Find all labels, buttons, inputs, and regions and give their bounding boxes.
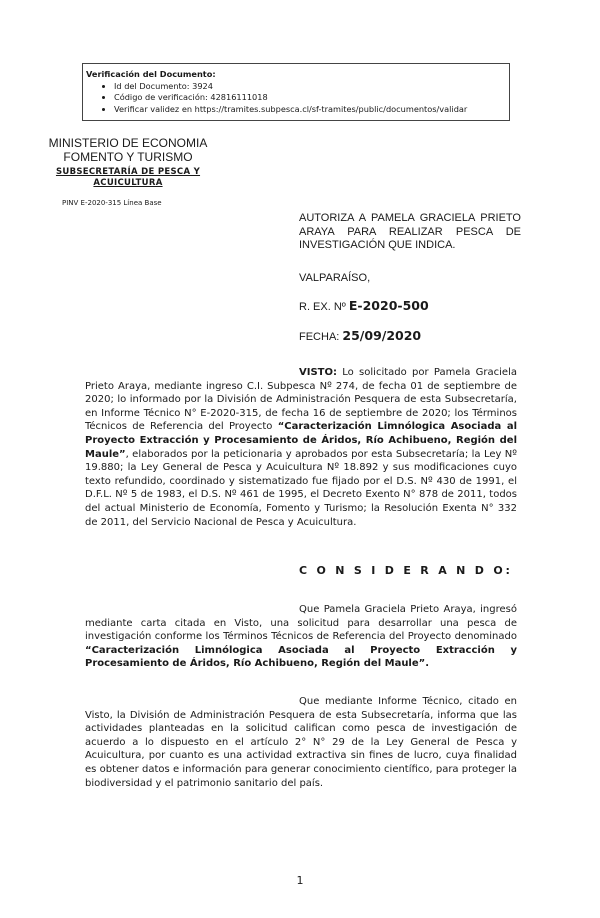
pinv-reference: PINV E-2020-315 Línea Base: [62, 199, 162, 207]
rex-number: E-2020-500: [348, 298, 429, 313]
considerando-p1-text: Que Pamela Graciela Prieto Araya, ingresó mediante carta citada en Visto, una solicitud para desarrollar una pesca de investigación conforme los Términos Técnicos de Referencia del Proyecto denominado: [85, 604, 517, 643]
subsecretaria-header: [38, 167, 218, 189]
considerando-paragraph-2: [85, 695, 517, 790]
resolution-title: AUTORIZA A PAMELA GRACIELA PRIETO ARAYA PARA REALIZAR PESCA DE INVESTIGACIÓN QUE INDICA.: [299, 212, 521, 251]
considerando-paragraph-1: [85, 603, 517, 671]
visto-project-name: “Caracterización Limnólogica Asociada al Proyecto Extracción y Procesamiento de Áridos, Río Achibueno, Región del Maule”: [85, 421, 518, 460]
date-label: FECHA:: [299, 331, 340, 343]
ministry-name: MINISTERIO DE ECONOMIA: [48, 136, 208, 150]
resolution-city: VALPARAÍSO,: [299, 272, 371, 284]
considerando-p2-text: Que mediante Informe Técnico, citado en Visto, la División de Administración Pesquera de esta Subsecretaría, informa que las actividades planteadas en la solicitud califican como pesca de investigación de acuerdo a lo dispuesto en el artículo 2° N° 29 de la Ley General de Pesca y Acuicultura, por cuanto es una actividad extractiva sin fines de lucro, cuya finalidad es obtener datos e información para generar conocimiento científico, para proteger la biodiversidad y el patrimonio sanitario del país.: [85, 696, 517, 789]
date-value: 25/09/2020: [342, 328, 422, 343]
visto-label: VISTO:: [299, 367, 337, 378]
resolution-date: [299, 328, 521, 343]
subsecretaria-line1: SUBSECRETARÍA DE PESCA Y: [55, 167, 201, 177]
rex-label: R. EX. Nº: [299, 301, 346, 313]
verification-document-id: • Id del Documento: 3924: [114, 81, 509, 93]
verification-url: • Verificar validez en https://tramites.subpesca.cl/sf-tramites/public/documentos/validar: [114, 104, 509, 116]
ministry-header: [38, 136, 218, 164]
considerando-p1-project: “Caracterización Limnólogica Asociada al Proyecto Extracción y Procesamiento de Áridos, Río Achibueno, Región del Maule”.: [85, 644, 517, 670]
visto-text-1: Lo solicitado por Pamela Graciela Prieto Araya, mediante ingreso C.I. Subpesca Nº 274, de fecha 01 de septiembre de 2020; lo informado por la División de Administración Pesquera de esta Subsecretaría, en Informe Técnico N° E-2020-315, de fecha 16 de septiembre de 2020; los Términos Técnicos de Referencia del Proyecto: [85, 367, 517, 433]
visto-paragraph: [85, 366, 517, 529]
page-number: 1: [296, 874, 304, 887]
verification-code: • Código de verificación: 42816111018: [114, 92, 509, 104]
subsecretaria-line2: ACUICULTURA: [93, 178, 163, 188]
verification-list: [86, 81, 509, 116]
visto-text-2: , elaborados por la peticionaria y aprobados por esta Subsecretaría; la Ley Nº 19.880; la Ley General de Pesca y Acuicultura Nº 18.892 y sus modificaciones cuyo texto refundido, coordinado y sistematizado fue fijado por el D.S. Nº 430 de 1991, el D.F.L. Nº 5 de 1983, el D.S. Nº 461 de 1995, el Decreto Exento N° 878 de 2011, todos del actual Ministerio de Economía, Fomento y Turismo; la Resolución Exenta N° 332 de 2011, del Servicio Nacional de Pesca y Acuicultura.: [85, 448, 517, 528]
verification-title: Verificación del Documento:: [86, 69, 216, 79]
verification-box: [82, 63, 510, 121]
ministry-subname: FOMENTO Y TURISMO: [63, 150, 193, 164]
considerando-heading: C O N S I D E R A N D O:: [299, 564, 513, 577]
resolution-number: [299, 298, 521, 313]
